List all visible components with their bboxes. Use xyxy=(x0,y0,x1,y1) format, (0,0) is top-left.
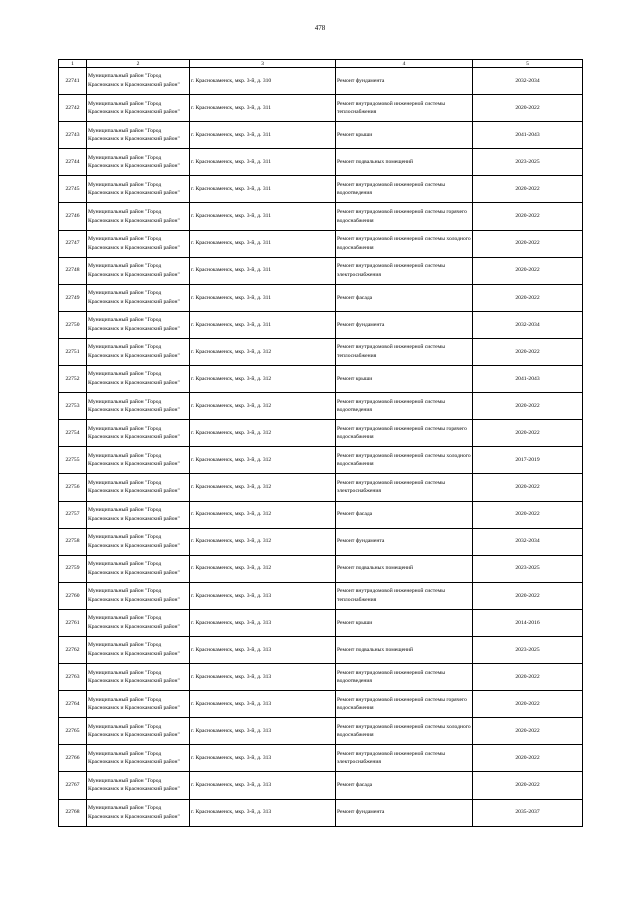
table-row xyxy=(59,122,583,149)
work-type-cell: Ремонт внутридомовой инженерной системы электроснабжения xyxy=(336,474,473,501)
work-type-cell: Ремонт крыши xyxy=(336,122,473,149)
period-cell: 2032-2034 xyxy=(473,528,583,555)
row-number: 22742 xyxy=(59,95,87,122)
row-number: 22752 xyxy=(59,366,87,393)
address-cell: г. Краснокаменск, мкр. 3-й, д. 313 xyxy=(190,609,336,636)
row-number: 22747 xyxy=(59,230,87,257)
address-cell: г. Краснокаменск, мкр. 3-й, д. 311 xyxy=(190,311,336,338)
table-row xyxy=(59,95,583,122)
row-number: 22765 xyxy=(59,718,87,745)
municipality-cell: Муниципальный район "Город Краснокамск и Краснокамский район" xyxy=(87,447,190,474)
period-cell: 2020-2022 xyxy=(473,203,583,230)
municipality-cell: Муниципальный район "Город Краснокамск и Краснокамский район" xyxy=(87,609,190,636)
period-cell: 2020-2022 xyxy=(473,718,583,745)
address-cell: г. Краснокаменск, мкр. 3-й, д. 311 xyxy=(190,257,336,284)
municipality-cell: Муниципальный район "Город Краснокамск и Краснокамский район" xyxy=(87,257,190,284)
address-cell: г. Краснокаменск, мкр. 3-й, д. 310 xyxy=(190,68,336,95)
municipality-cell: Муниципальный район "Город Краснокамск и Краснокамский район" xyxy=(87,474,190,501)
work-type-cell: Ремонт внутридомовой инженерной системы электроснабжения xyxy=(336,257,473,284)
address-cell: г. Краснокаменск, мкр. 3-й, д. 312 xyxy=(190,501,336,528)
address-cell: г. Краснокаменск, мкр. 3-й, д. 312 xyxy=(190,420,336,447)
work-type-cell: Ремонт внутридомовой инженерной системы холодного водоснабжения xyxy=(336,718,473,745)
work-type-cell: Ремонт внутридомовой инженерной системы горячего водоснабжения xyxy=(336,691,473,718)
work-type-cell: Ремонт фундамента xyxy=(336,311,473,338)
address-cell: г. Краснокаменск, мкр. 3-й, д. 311 xyxy=(190,122,336,149)
period-cell: 2014-2016 xyxy=(473,609,583,636)
row-number: 22745 xyxy=(59,176,87,203)
municipality-cell: Муниципальный район "Город Краснокамск и Краснокамский район" xyxy=(87,149,190,176)
municipality-cell: Муниципальный район "Город Краснокамск и Краснокамский район" xyxy=(87,176,190,203)
work-type-cell: Ремонт крыши xyxy=(336,609,473,636)
address-cell: г. Краснокаменск, мкр. 3-й, д. 312 xyxy=(190,474,336,501)
address-cell: г. Краснокаменск, мкр. 3-й, д. 311 xyxy=(190,176,336,203)
period-cell: 2020-2022 xyxy=(473,257,583,284)
table-row xyxy=(59,501,583,528)
table-row xyxy=(59,447,583,474)
address-cell: г. Краснокаменск, мкр. 3-й, д. 311 xyxy=(190,203,336,230)
municipality-cell: Муниципальный район "Город Краснокамск и Краснокамский район" xyxy=(87,772,190,799)
address-cell: г. Краснокаменск, мкр. 3-й, д. 312 xyxy=(190,447,336,474)
row-number: 22751 xyxy=(59,338,87,365)
period-cell: 2023-2025 xyxy=(473,149,583,176)
period-cell: 2041-2043 xyxy=(473,366,583,393)
header-col-4: 4 xyxy=(336,60,473,68)
row-number: 22754 xyxy=(59,420,87,447)
municipality-cell: Муниципальный район "Город Краснокамск и Краснокамский район" xyxy=(87,664,190,691)
table-row xyxy=(59,366,583,393)
table-row xyxy=(59,230,583,257)
address-cell: г. Краснокаменск, мкр. 3-й, д. 312 xyxy=(190,555,336,582)
header-col-2: 2 xyxy=(87,60,190,68)
work-type-cell: Ремонт внутридомовой инженерной системы холодного водоснабжения xyxy=(336,230,473,257)
work-type-cell: Ремонт внутридомовой инженерной системы теплоснабжения xyxy=(336,95,473,122)
municipality-cell: Муниципальный район "Город Краснокамск и Краснокамский район" xyxy=(87,420,190,447)
period-cell: 2020-2022 xyxy=(473,691,583,718)
municipality-cell: Муниципальный район "Город Краснокамск и Краснокамский район" xyxy=(87,799,190,826)
address-cell: г. Краснокаменск, мкр. 3-й, д. 313 xyxy=(190,582,336,609)
row-number: 22767 xyxy=(59,772,87,799)
table-row xyxy=(59,528,583,555)
work-type-cell: Ремонт внутридомовой инженерной системы водоотведения xyxy=(336,393,473,420)
work-type-cell: Ремонт подвальных помещений xyxy=(336,636,473,663)
work-type-cell: Ремонт внутридомовой инженерной системы электроснабжения xyxy=(336,745,473,772)
work-type-cell: Ремонт внутридомовой инженерной системы теплоснабжения xyxy=(336,582,473,609)
period-cell: 2020-2022 xyxy=(473,95,583,122)
table-row xyxy=(59,745,583,772)
row-number: 22759 xyxy=(59,555,87,582)
table-header-row xyxy=(59,60,583,68)
municipality-cell: Муниципальный район "Город Краснокамск и Краснокамский район" xyxy=(87,555,190,582)
address-cell: г. Краснокаменск, мкр. 3-й, д. 312 xyxy=(190,366,336,393)
table-row xyxy=(59,203,583,230)
table-row xyxy=(59,149,583,176)
municipality-cell: Муниципальный район "Город Краснокамск и Краснокамский район" xyxy=(87,230,190,257)
municipality-cell: Муниципальный район "Город Краснокамск и Краснокамский район" xyxy=(87,582,190,609)
period-cell: 2020-2022 xyxy=(473,474,583,501)
row-number: 22761 xyxy=(59,609,87,636)
municipality-cell: Муниципальный район "Город Краснокамск и Краснокамский район" xyxy=(87,636,190,663)
row-number: 22743 xyxy=(59,122,87,149)
municipality-cell: Муниципальный район "Город Краснокамск и Краснокамский район" xyxy=(87,393,190,420)
address-cell: г. Краснокаменск, мкр. 3-й, д. 313 xyxy=(190,664,336,691)
row-number: 22741 xyxy=(59,68,87,95)
row-number: 22758 xyxy=(59,528,87,555)
table-row xyxy=(59,691,583,718)
address-cell: г. Краснокаменск, мкр. 3-й, д. 311 xyxy=(190,230,336,257)
period-cell: 2023-2025 xyxy=(473,636,583,663)
address-cell: г. Краснокаменск, мкр. 3-й, д. 311 xyxy=(190,95,336,122)
municipality-cell: Муниципальный район "Город Краснокамск и Краснокамский район" xyxy=(87,203,190,230)
municipality-cell: Муниципальный район "Город Краснокамск и Краснокамский район" xyxy=(87,366,190,393)
address-cell: г. Краснокаменск, мкр. 3-й, д. 313 xyxy=(190,745,336,772)
header-col-3: 3 xyxy=(190,60,336,68)
work-type-cell: Ремонт внутридомовой инженерной системы холодного водоснабжения xyxy=(336,447,473,474)
period-cell: 2020-2022 xyxy=(473,420,583,447)
municipality-cell: Муниципальный район "Город Краснокамск и Краснокамский район" xyxy=(87,68,190,95)
address-cell: г. Краснокаменск, мкр. 3-й, д. 312 xyxy=(190,528,336,555)
address-cell: г. Краснокаменск, мкр. 3-й, д. 313 xyxy=(190,718,336,745)
row-number: 22750 xyxy=(59,311,87,338)
row-number: 22768 xyxy=(59,799,87,826)
period-cell: 2023-2025 xyxy=(473,555,583,582)
table-row xyxy=(59,555,583,582)
row-number: 22755 xyxy=(59,447,87,474)
address-cell: г. Краснокаменск, мкр. 3-й, д. 313 xyxy=(190,772,336,799)
header-col-1: 1 xyxy=(59,60,87,68)
row-number: 22757 xyxy=(59,501,87,528)
period-cell: 2020-2022 xyxy=(473,664,583,691)
work-type-cell: Ремонт фасада xyxy=(336,284,473,311)
work-type-cell: Ремонт фундамента xyxy=(336,528,473,555)
work-type-cell: Ремонт крыши xyxy=(336,366,473,393)
work-type-cell: Ремонт подвальных помещений xyxy=(336,555,473,582)
work-type-cell: Ремонт подвальных помещений xyxy=(336,149,473,176)
period-cell: 2020-2022 xyxy=(473,338,583,365)
municipality-cell: Муниципальный район "Город Краснокамск и Краснокамский район" xyxy=(87,338,190,365)
row-number: 22756 xyxy=(59,474,87,501)
repair-schedule-table xyxy=(58,59,583,827)
row-number: 22760 xyxy=(59,582,87,609)
period-cell: 2020-2022 xyxy=(473,230,583,257)
period-cell: 2020-2022 xyxy=(473,772,583,799)
period-cell: 2032-2034 xyxy=(473,68,583,95)
municipality-cell: Муниципальный район "Город Краснокамск и Краснокамский район" xyxy=(87,691,190,718)
period-cell: 2017-2019 xyxy=(473,447,583,474)
table-row xyxy=(59,257,583,284)
period-cell: 2020-2022 xyxy=(473,284,583,311)
work-type-cell: Ремонт фасада xyxy=(336,501,473,528)
address-cell: г. Краснокаменск, мкр. 3-й, д. 311 xyxy=(190,149,336,176)
table-row xyxy=(59,338,583,365)
table-row xyxy=(59,664,583,691)
municipality-cell: Муниципальный район "Город Краснокамск и Краснокамский район" xyxy=(87,528,190,555)
address-cell: г. Краснокаменск, мкр. 3-й, д. 312 xyxy=(190,338,336,365)
table-row xyxy=(59,636,583,663)
period-cell: 2020-2022 xyxy=(473,745,583,772)
work-type-cell: Ремонт внутридомовой инженерной системы горячего водоснабжения xyxy=(336,420,473,447)
municipality-cell: Муниципальный район "Город Краснокамск и Краснокамский район" xyxy=(87,718,190,745)
address-cell: г. Краснокаменск, мкр. 3-й, д. 311 xyxy=(190,284,336,311)
table-row xyxy=(59,609,583,636)
page-number: 478 xyxy=(314,24,326,32)
period-cell: 2041-2043 xyxy=(473,122,583,149)
municipality-cell: Муниципальный район "Город Краснокамск и Краснокамский район" xyxy=(87,745,190,772)
address-cell: г. Краснокаменск, мкр. 3-й, д. 312 xyxy=(190,393,336,420)
work-type-cell: Ремонт фундамента xyxy=(336,799,473,826)
period-cell: 2032-2034 xyxy=(473,311,583,338)
municipality-cell: Муниципальный район "Город Краснокамск и Краснокамский район" xyxy=(87,95,190,122)
row-number: 22762 xyxy=(59,636,87,663)
work-type-cell: Ремонт внутридомовой инженерной системы горячего водоснабжения xyxy=(336,203,473,230)
period-cell: 2020-2022 xyxy=(473,393,583,420)
period-cell: 2020-2022 xyxy=(473,176,583,203)
work-type-cell: Ремонт фундамента xyxy=(336,68,473,95)
table-row xyxy=(59,68,583,95)
table-row xyxy=(59,772,583,799)
table-row xyxy=(59,176,583,203)
municipality-cell: Муниципальный район "Город Краснокамск и Краснокамский район" xyxy=(87,501,190,528)
period-cell: 2020-2022 xyxy=(473,501,583,528)
municipality-cell: Муниципальный район "Город Краснокамск и Краснокамский район" xyxy=(87,284,190,311)
row-number: 22748 xyxy=(59,257,87,284)
table-row xyxy=(59,393,583,420)
municipality-cell: Муниципальный район "Город Краснокамск и Краснокамский район" xyxy=(87,311,190,338)
header-col-5: 5 xyxy=(473,60,583,68)
work-type-cell: Ремонт внутридомовой инженерной системы водоотведения xyxy=(336,664,473,691)
work-type-cell: Ремонт фасада xyxy=(336,772,473,799)
row-number: 22764 xyxy=(59,691,87,718)
work-type-cell: Ремонт внутридомовой инженерной системы водоотведения xyxy=(336,176,473,203)
table-row xyxy=(59,311,583,338)
row-number: 22766 xyxy=(59,745,87,772)
period-cell: 2035-2037 xyxy=(473,799,583,826)
row-number: 22749 xyxy=(59,284,87,311)
table-row xyxy=(59,718,583,745)
table-row xyxy=(59,582,583,609)
row-number: 22763 xyxy=(59,664,87,691)
table-row xyxy=(59,420,583,447)
table-row xyxy=(59,284,583,311)
row-number: 22753 xyxy=(59,393,87,420)
address-cell: г. Краснокаменск, мкр. 3-й, д. 313 xyxy=(190,636,336,663)
address-cell: г. Краснокаменск, мкр. 3-й, д. 313 xyxy=(190,691,336,718)
table-body xyxy=(59,68,583,827)
row-number: 22744 xyxy=(59,149,87,176)
table-row xyxy=(59,474,583,501)
work-type-cell: Ремонт внутридомовой инженерной системы теплоснабжения xyxy=(336,338,473,365)
table-row xyxy=(59,799,583,826)
municipality-cell: Муниципальный район "Город Краснокамск и Краснокамский район" xyxy=(87,122,190,149)
period-cell: 2020-2022 xyxy=(473,582,583,609)
address-cell: г. Краснокаменск, мкр. 3-й, д. 313 xyxy=(190,799,336,826)
row-number: 22746 xyxy=(59,203,87,230)
